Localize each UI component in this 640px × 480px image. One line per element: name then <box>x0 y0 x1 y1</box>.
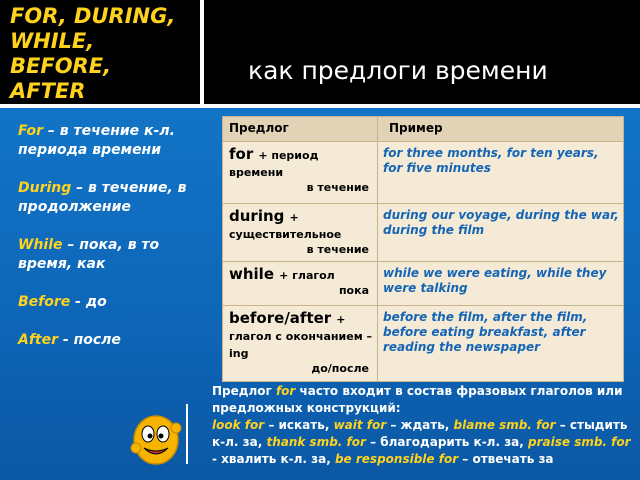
definition-during: During – в течение, в продолжение <box>18 180 187 215</box>
divider-vertical <box>200 0 204 108</box>
definition-after: After - после <box>18 332 121 348</box>
definition-while: While – пока, в то время, как <box>18 237 160 272</box>
row-word: before/after <box>229 309 332 327</box>
row-translation: пока <box>338 284 369 297</box>
row-rule: + период времени <box>229 149 319 179</box>
row-rule: + глагол с окончанием –ing <box>229 313 373 360</box>
definitions-list <box>18 122 188 369</box>
table-row <box>223 141 623 204</box>
row-example: before the film, after the film, before eating breakfast, after reading the newspaper <box>383 310 588 354</box>
row-translation: в течение <box>306 181 369 194</box>
definition-before: Before - до <box>18 294 107 310</box>
title-block <box>0 0 200 108</box>
row-rule: + существительное <box>229 211 342 241</box>
phrasal-verbs-note: Предлог for часто входит в состав фразовых глаголов или предложных конструкций: look for – искать, wait for – ждать, blame smb. for – стыдить к-л. за, thank smb. for – благодарить к-л. за, praise smb. for - хвалить к-л. за, be responsible for – отвечать за <box>212 384 631 466</box>
prepositions-table <box>222 116 624 382</box>
smiley-icon <box>128 408 184 468</box>
decorative-divider <box>186 404 188 464</box>
row-translation: до/после <box>311 362 369 375</box>
table-row <box>223 305 623 382</box>
row-example: while we were eating, while they were talking <box>383 266 607 295</box>
row-rule: + глагол <box>279 269 335 282</box>
row-word: for <box>229 145 254 163</box>
table-row <box>223 261 623 306</box>
row-translation: в течение <box>306 243 369 256</box>
row-example: for three months, for ten years, for five minutes <box>383 146 599 175</box>
table-row <box>223 203 623 262</box>
row-example: during our voyage, during the war, during the film <box>383 208 619 237</box>
title-line-1: FOR, DURING, <box>10 4 176 28</box>
header-cell-preposition: Предлог <box>229 121 289 135</box>
title-line-2: WHILE, BEFORE, <box>10 29 112 78</box>
page-subtitle: как предлоги времени <box>248 56 548 85</box>
page-title <box>10 4 196 104</box>
divider-horizontal <box>0 104 640 108</box>
row-word: during <box>229 207 285 225</box>
row-word: while <box>229 265 274 283</box>
definition-for: For – в течение к-л. периода времени <box>18 123 175 158</box>
table-header-row <box>223 117 623 141</box>
title-line-3: AFTER <box>10 79 86 103</box>
header-cell-example: Пример <box>389 121 443 135</box>
